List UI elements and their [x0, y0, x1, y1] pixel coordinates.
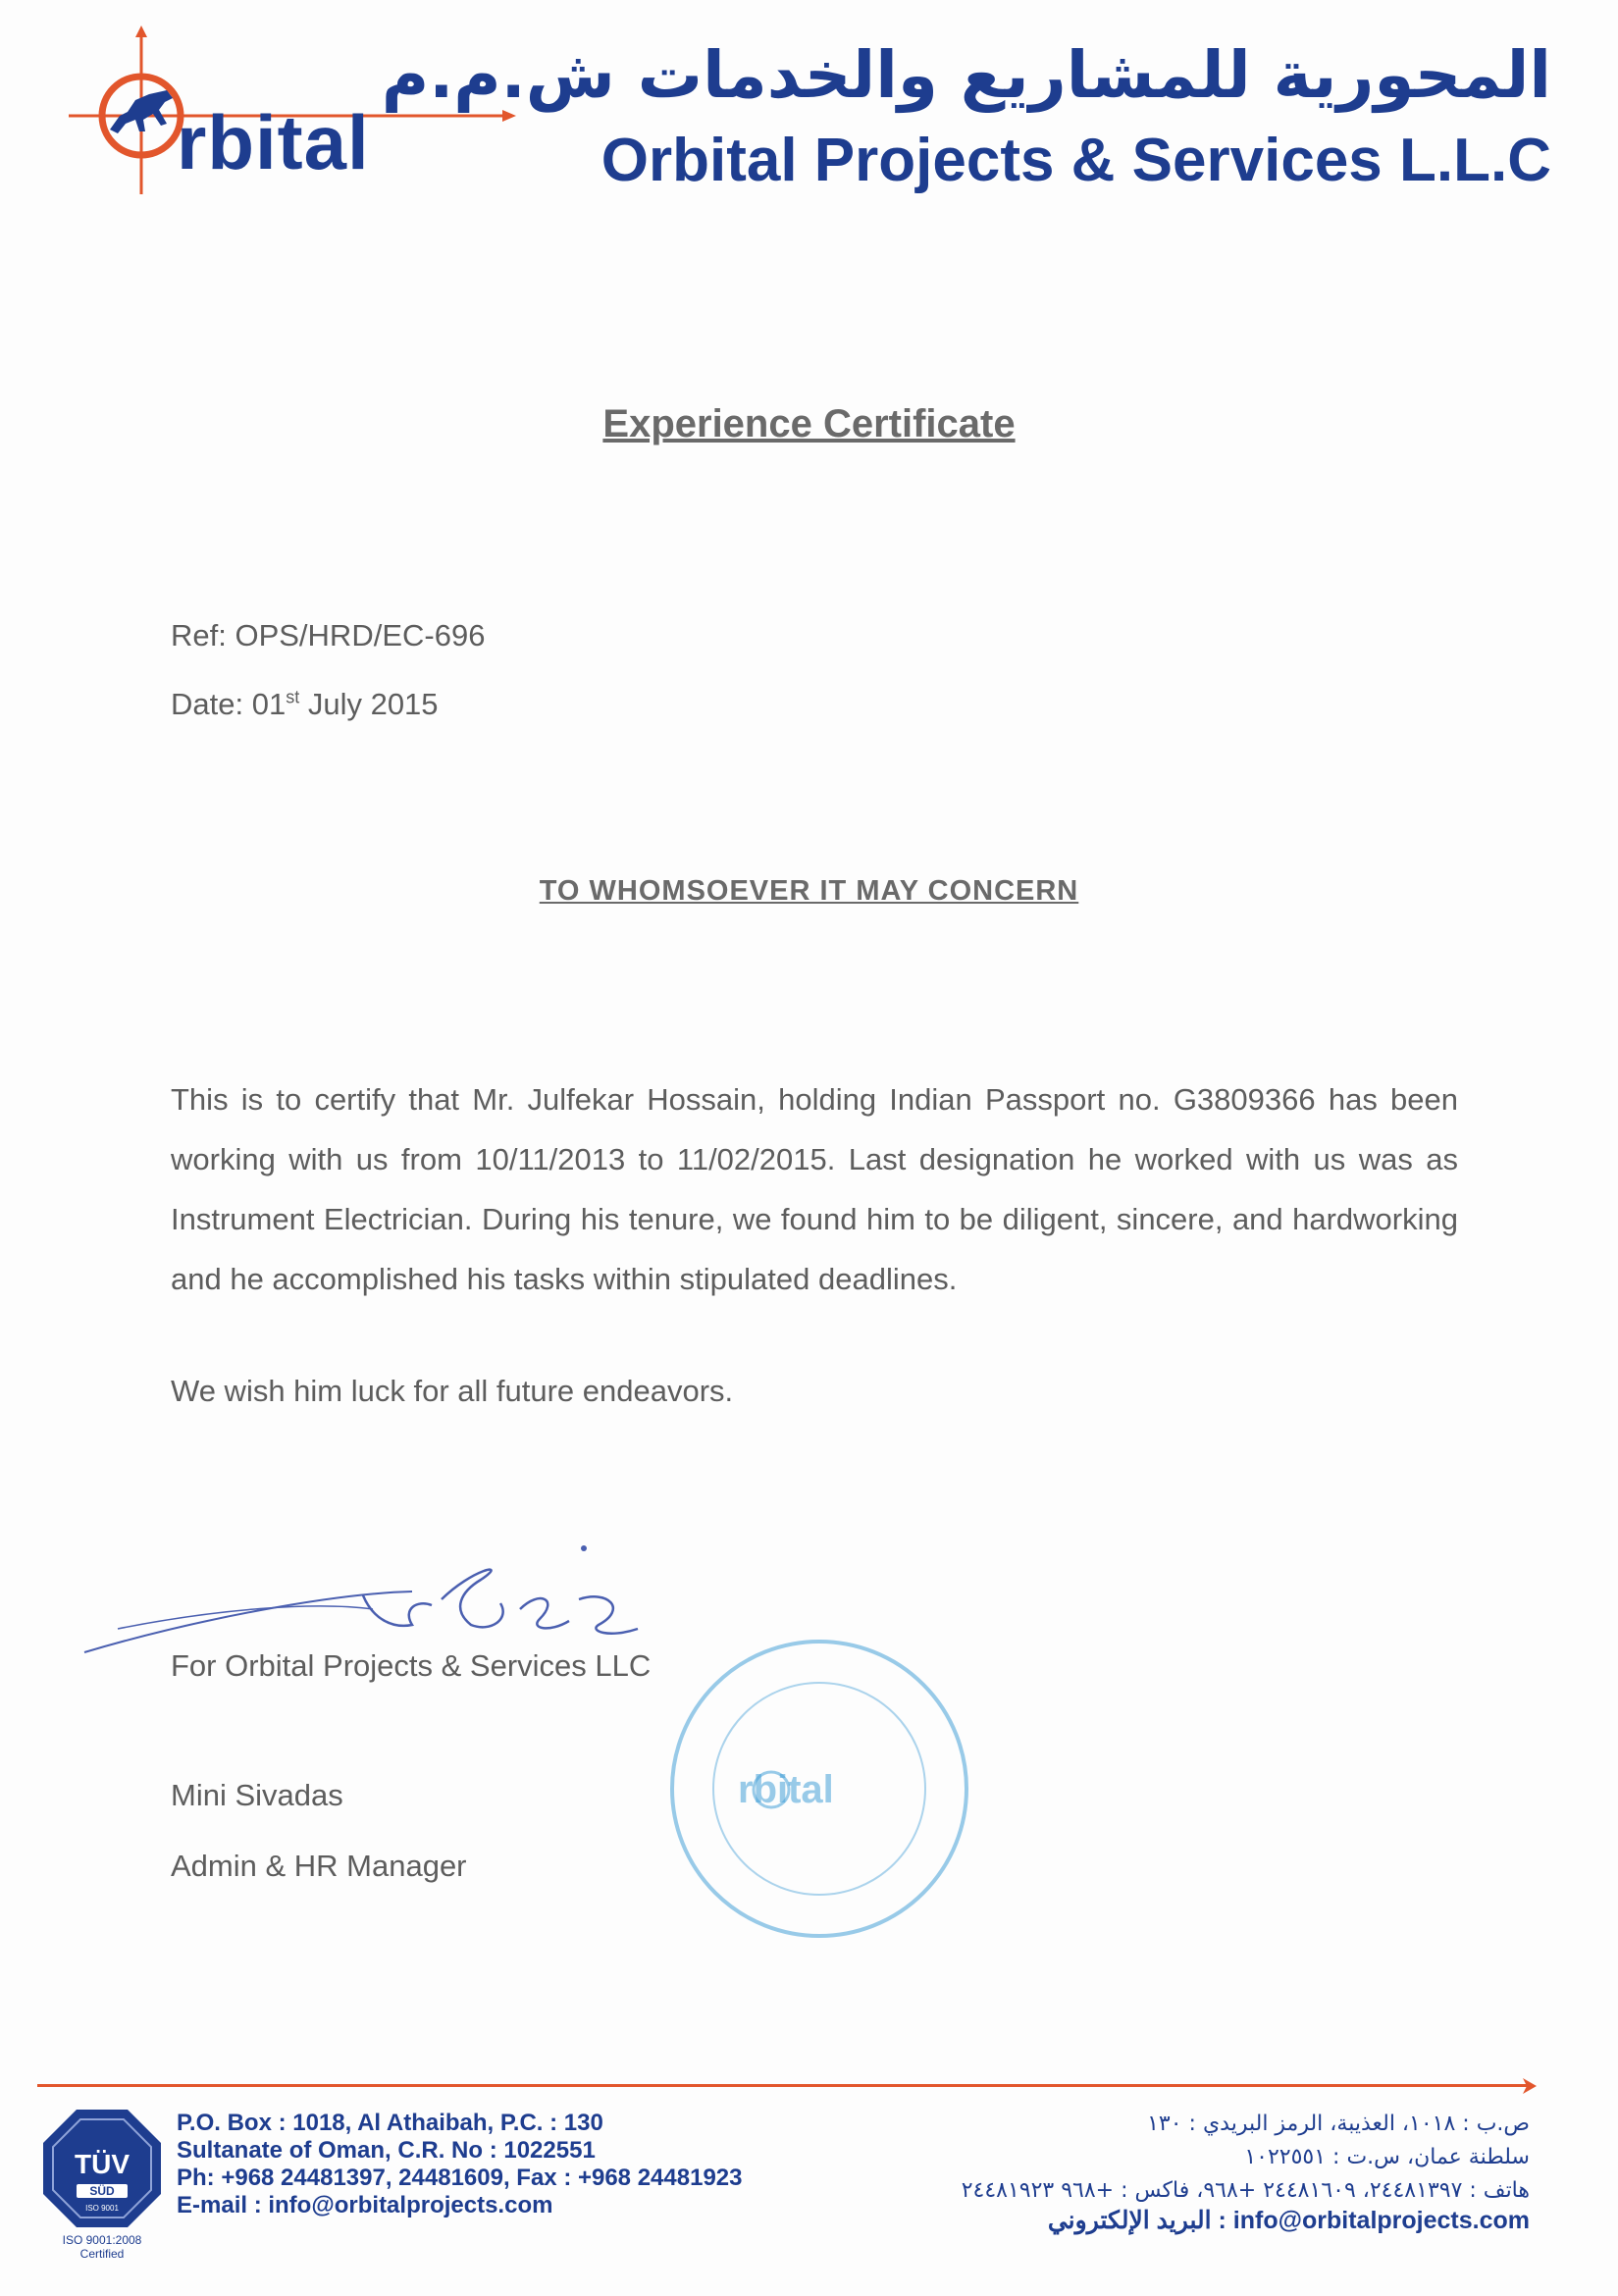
- stamp-logo: rbital: [738, 1768, 834, 1811]
- footer-address-line: P.O. Box : 1018, Al Athaibah, P.C. : 130: [177, 2110, 603, 2136]
- footer-address-line: Sultanate of Oman, C.R. No : 1022551: [177, 2137, 596, 2164]
- footer-address-english: [177, 2110, 742, 2219]
- tuv-label: TÜV: [75, 2149, 130, 2179]
- company-name-arabic: المحورية للمشاريع والخدمات ش.م.م: [381, 37, 1551, 113]
- salutation: TO WHOMSOEVER IT MAY CONCERN: [539, 875, 1079, 907]
- footer-address-line-ar: سلطنة عمان، س.ت : ١٠٢٢٥٥١: [1244, 2145, 1530, 2169]
- logo-wordmark: rbital: [177, 99, 370, 185]
- iso-caption: ISO 9001:2008 Certified: [62, 2233, 142, 2261]
- signer-role: Admin & HR Manager: [171, 1849, 467, 1883]
- footer-email-line: E-mail : info@orbitalprojects.com: [177, 2192, 553, 2218]
- signer-name: Mini Sivadas: [171, 1778, 343, 1812]
- closing-wish: We wish him luck for all future endeavors.: [171, 1374, 734, 1408]
- footer-address-line-ar: ص.ب : ١٠١٨، العذيبة، الرمز البريدي : ١٣٠: [1147, 2112, 1530, 2136]
- date-ordinal: st: [286, 687, 300, 707]
- certificate-body: This is to certify that Mr. Julfekar Hossain, holding Indian Passport no. G3809366 has been working with us from 10/11/2013 to 11/02/2015. Last designation he worked with us was as Instrument Electrician. During his tenure, we found him to be diligent, sincere, and hardworking and he accomplished his tasks within stipulated deadlines.: [171, 1082, 1458, 1296]
- signatory-company: For Orbital Projects & Services LLC: [171, 1648, 652, 1683]
- reference-number: Ref: OPS/HRD/EC-696: [171, 618, 486, 652]
- date-suffix: July 2015: [299, 687, 439, 721]
- footer-arrow-icon: [1519, 2076, 1539, 2096]
- document-title: Experience Certificate: [602, 402, 1016, 445]
- footer-address-line: Ph: +968 24481397, 24481609, Fax : +968 24481923: [177, 2165, 743, 2191]
- company-name-english: Orbital Projects & Services L.L.C: [600, 127, 1551, 194]
- tuv-sud-label: SÜD: [77, 2184, 128, 2198]
- date-prefix: Date: 01: [171, 687, 287, 721]
- signature: [78, 1531, 648, 1658]
- footer-divider: [37, 2084, 1531, 2087]
- footer-address-arabic: [962, 2108, 1530, 2208]
- footer-address-line-ar: هاتف : ٢٤٤٨١٣٩٧، ٢٤٤٨١٦٠٩ +٩٦٨، فاكس : +٩٦٨ ٢٤٤٨١٩٢٣: [961, 2178, 1530, 2203]
- document-date: [171, 687, 439, 722]
- tuv-iso-label: ISO 9001: [85, 2204, 119, 2213]
- footer-email-arabic: البريد الإلكتروني : info@orbitalprojects.com: [1047, 2207, 1530, 2234]
